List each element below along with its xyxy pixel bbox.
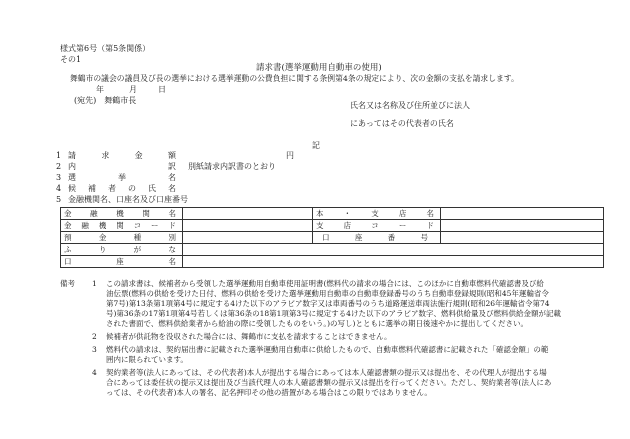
label-char: 本: [316, 209, 324, 218]
item-label-breakdown: [68, 162, 176, 172]
label-char: 支: [371, 209, 379, 218]
note-line: された書面で、燃料供給業者から給油の際に受領したものをいう。)の写し)とともに選挙の期日後速やかに提出してください。: [106, 319, 528, 328]
label-char: ー: [398, 221, 407, 230]
table-label-cell: [61, 208, 183, 220]
label-char: な: [168, 245, 176, 254]
branch-name-field[interactable]: [441, 208, 604, 220]
label-char: ふ: [64, 245, 72, 254]
label-char: 名: [426, 209, 434, 218]
label-char: 金: [64, 221, 72, 230]
claim-amount-unit: 円: [286, 151, 294, 160]
table-label-cell: [61, 244, 183, 256]
label-char: 口: [64, 257, 72, 266]
table-row: [61, 232, 604, 244]
month-char: 月: [129, 85, 137, 94]
form-part: その1: [60, 55, 82, 64]
note-line: 燃料代の請求は、契約届出書に記載された選挙運動用自動車に供給したもので、自動車燃料代確認書に記載された「確認金額」の範: [106, 345, 549, 354]
label-char: ド: [426, 221, 434, 230]
table-label-cell: [61, 220, 183, 232]
intro-text: 舞鶴市の議会の議員及び長の選挙における選挙運動の公費負担に関する条例第4条の規定により、次の金額の支払を請求します。: [70, 74, 519, 83]
breakdown-value: 別紙請求内訳書のとおり: [188, 162, 276, 171]
note-line: っては、その代表者)本人の署名、記名押印その他の措置がある場合はこの限りではありません。: [106, 388, 432, 397]
label-char: コ: [371, 221, 379, 230]
label-char: 挙: [118, 173, 126, 182]
label-char: 名: [168, 209, 176, 218]
signature-label-1: 氏名又は名称及び住所並びに法人: [350, 101, 470, 110]
label-char: 補: [88, 184, 96, 193]
note-line: 号)第36条の17第1項第4号若しくは第36条の18第1項第3号に規定する4けた以下のアラビア数字、燃料供給量及び燃料供給金額が記載: [106, 309, 561, 318]
item-number: 1: [56, 151, 62, 160]
item-label-bank-account: 金融機関名、口座名及び口座番号: [68, 195, 188, 204]
table-label-cell: [313, 208, 441, 220]
addressee: (宛先) 舞鶴市長: [74, 96, 137, 105]
bank-name-field[interactable]: [183, 208, 313, 220]
bank-code-field[interactable]: [183, 220, 313, 232]
item-number: 5: [56, 195, 62, 204]
item-label-claim-amount: [68, 151, 176, 161]
label-char: 支: [316, 221, 324, 230]
label-char: 金: [98, 233, 107, 242]
table-row: [61, 244, 604, 256]
label-char: 口: [322, 233, 330, 242]
note-line: 候補者が供託物を没収された場合には、舞鶴市に支払を請求することはできません。: [106, 332, 392, 341]
label-char: 金: [64, 209, 72, 218]
day-char: 日: [158, 85, 166, 94]
deposit-type-field[interactable]: [183, 232, 313, 244]
year-char: 年: [96, 85, 104, 94]
note-line: 契約業者等(法人にあっては、その代表者)本人が提出する場合にあっては本人確認書類の提示又は提出を、その代理人が提出する場: [106, 368, 547, 377]
form-number: 様式第6号（第5条関係）: [60, 44, 151, 53]
label-char: 名: [168, 184, 176, 193]
label-char: が: [133, 245, 142, 254]
table-row: [61, 220, 604, 232]
table-label-cell: [61, 232, 183, 244]
table-row: [61, 208, 604, 220]
signature-label-2: にあってはその代表者の氏名: [350, 119, 454, 128]
label-char: り: [98, 245, 107, 254]
label-char: 名: [168, 257, 176, 266]
label-char: 番: [387, 233, 396, 242]
label-char: ・: [343, 209, 352, 218]
label-char: 内: [68, 162, 76, 171]
note-line: 合にあっては委任状の提示又は提出及び当該代理人の本人確認書類の提示又は提出を行ってください。ただし、契約業者等(法人にあ: [106, 378, 552, 387]
item-number: 3: [56, 173, 62, 182]
label-char: 座: [116, 257, 124, 266]
label-char: 関: [142, 209, 150, 218]
item-label-candidate-name: [68, 184, 176, 194]
label-char: 店: [343, 221, 352, 230]
label-char: 者: [108, 184, 116, 193]
note-line: 油伝票(燃料の供給を受けた日付、燃料の供給を受けた選挙運動用自動車の自動車登録番号のうち自動車登録規則(昭和45年運輸省令: [106, 289, 549, 298]
item-number: 2: [56, 162, 62, 171]
label-char: 種: [133, 233, 142, 242]
label-char: 金: [134, 151, 143, 160]
ki-mark: 記: [312, 141, 320, 150]
label-char: 機: [116, 209, 124, 218]
notes-label: 備考: [60, 279, 75, 288]
item-label-election-name: [68, 173, 176, 183]
note-line: この請求書は、候補者から受領した選挙運動用自動車使用証明書(燃料代の請求の場合には、このほかに自動車燃料代確認書及び給: [106, 279, 544, 288]
bank-account-table: [60, 207, 604, 268]
account-number-field[interactable]: [441, 232, 604, 244]
account-name-field[interactable]: [183, 256, 604, 268]
label-char: の: [128, 184, 136, 193]
branch-code-field[interactable]: [441, 220, 604, 232]
label-char: ー: [151, 221, 159, 230]
label-char: 名: [168, 173, 176, 182]
label-char: 店: [398, 209, 407, 218]
item-number: 4: [56, 184, 62, 193]
label-char: 号: [420, 233, 428, 242]
label-char: コ: [133, 221, 142, 230]
label-char: 選: [68, 173, 76, 182]
note-line: 囲内に限られています。: [106, 355, 188, 364]
label-char: 候: [68, 184, 76, 193]
label-char: 機: [98, 221, 107, 230]
label-char: 座: [354, 233, 363, 242]
note-number: 1: [92, 279, 97, 288]
document-title: 請求書(選挙運動用自動車の使用): [256, 63, 382, 73]
label-char: 請: [68, 151, 76, 160]
furigana-field[interactable]: [183, 244, 604, 256]
label-char: 融: [90, 209, 98, 218]
label-char: 氏: [148, 184, 156, 193]
label-char: 訳: [168, 162, 176, 171]
note-number: 4: [92, 368, 97, 377]
note-number: 2: [92, 332, 97, 341]
table-label-cell: [313, 220, 441, 232]
label-char: 額: [167, 151, 176, 160]
table-row: [61, 256, 604, 268]
label-char: 関: [116, 221, 124, 230]
label-char: 融: [81, 221, 89, 230]
note-line: 第7号)第13条第1項第4号に規定する4けた以下のアラビア数字又は車両番号のうち道路運送車両法施行規則(昭和26年運輸省令第74: [106, 299, 550, 308]
label-char: 求: [101, 151, 110, 160]
table-label-cell: [61, 256, 183, 268]
label-char: ド: [168, 221, 176, 230]
note-number: 3: [92, 345, 97, 354]
label-char: 別: [168, 233, 176, 242]
label-char: 預: [64, 233, 72, 242]
table-label-cell: [313, 232, 441, 244]
